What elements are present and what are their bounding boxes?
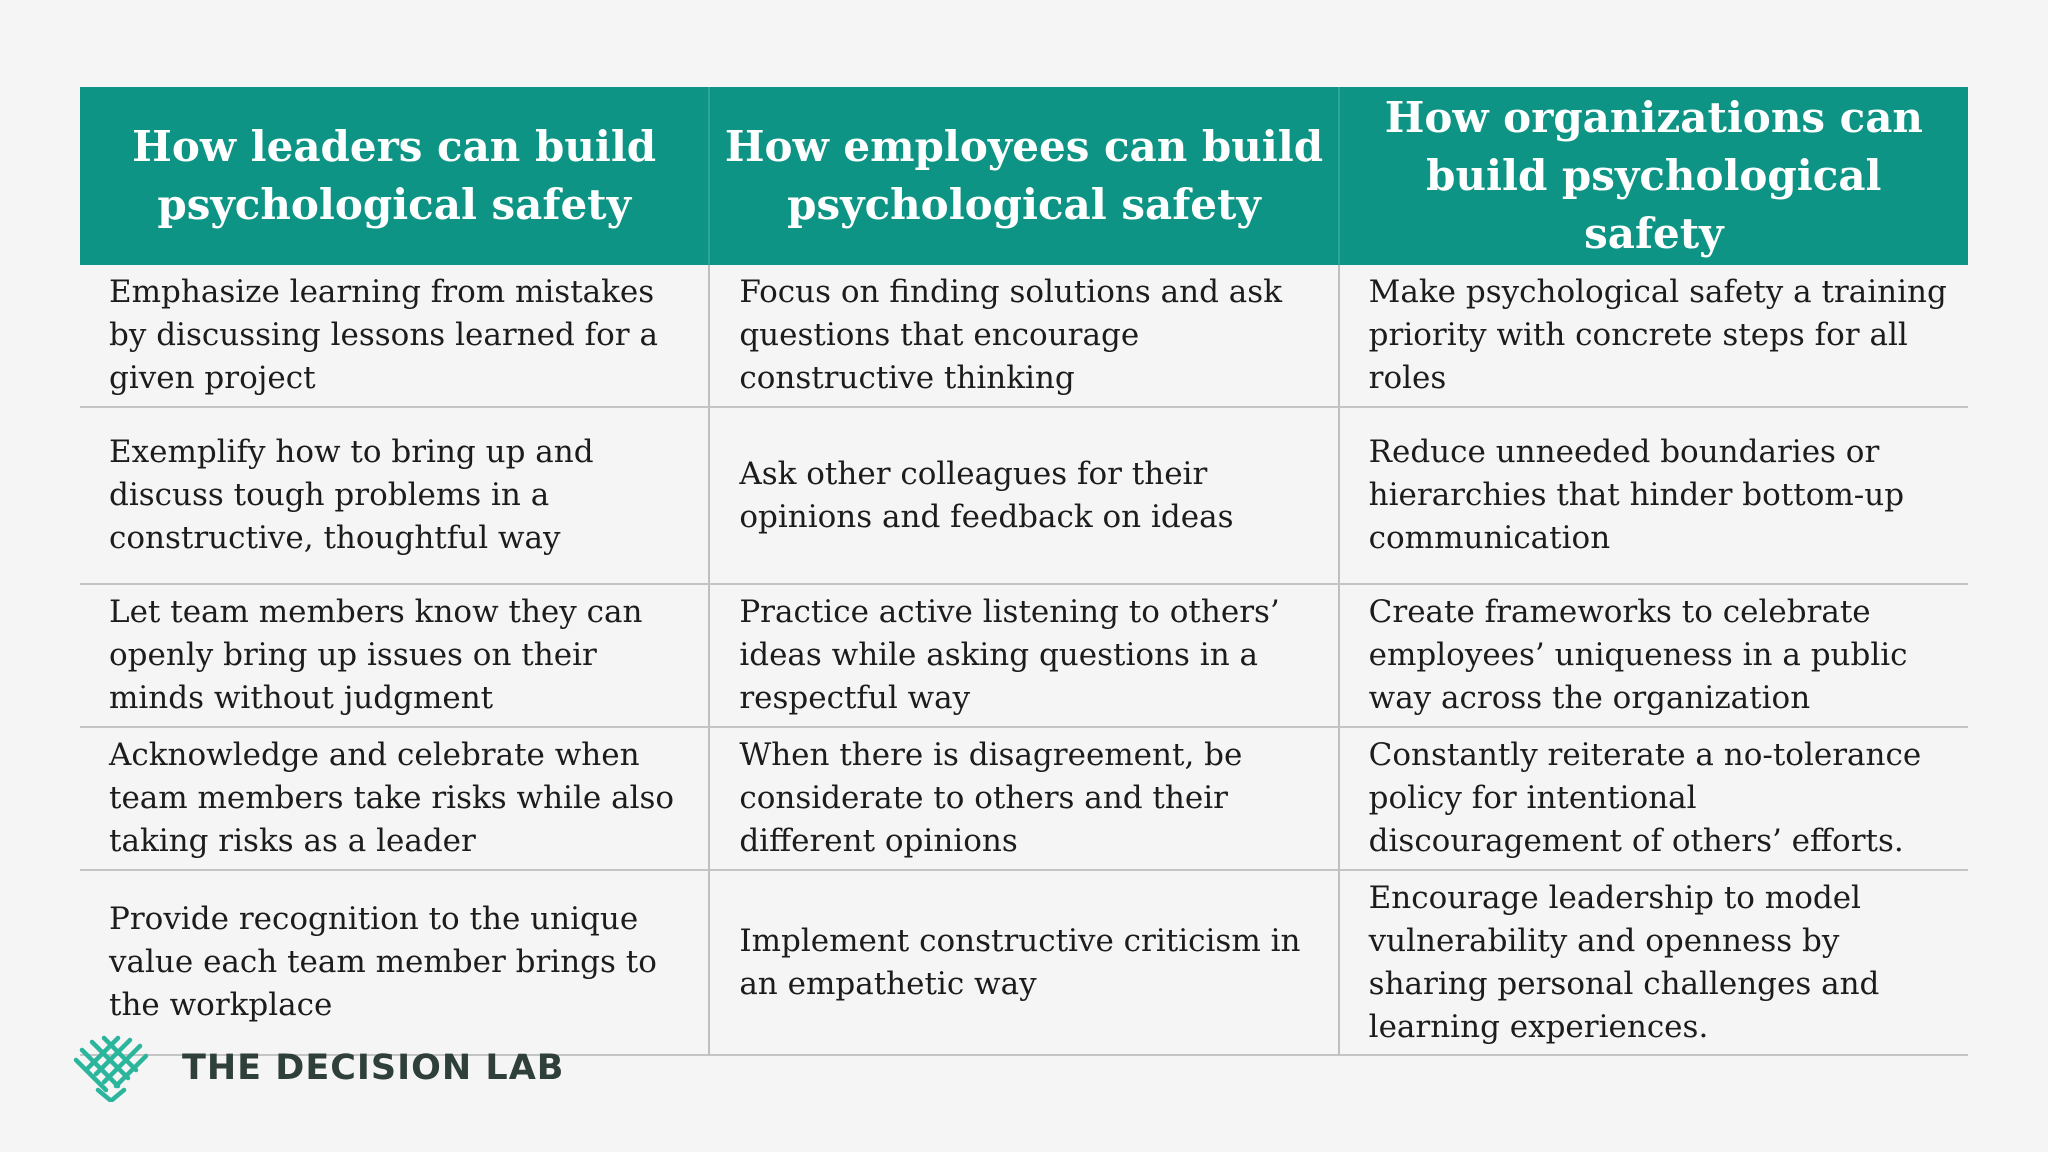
psychological-safety-table — [80, 87, 1968, 1056]
brand-footer — [70, 1034, 564, 1102]
brand-name: THE DECISION LAB — [182, 1048, 565, 1088]
header-employees: How employees can build psychological safety — [709, 87, 1338, 265]
header-organizations: How organizations can build psychological safety — [1339, 87, 1968, 265]
cell-leaders: Emphasize learning from mistakes by discussing lessons learned for a given project — [80, 265, 709, 407]
cell-leaders: Provide recognition to the unique value each team member brings to the workplace — [80, 870, 709, 1055]
cell-employees: Ask other colleagues for their opinions and feedback on ideas — [709, 407, 1338, 584]
cell-employees: Implement constructive criticism in an empathetic way — [709, 870, 1338, 1055]
table-row — [80, 870, 1968, 1055]
decision-lab-logo-icon — [70, 1034, 152, 1102]
table-row — [80, 727, 1968, 870]
cell-organizations: Constantly reiterate a no-tolerance policy for intentional discouragement of others’ efforts. — [1339, 727, 1968, 870]
cell-organizations: Encourage leadership to model vulnerability and openness by sharing personal challenges and learning experiences. — [1339, 870, 1968, 1055]
cell-organizations: Create frameworks to celebrate employees’ uniqueness in a public way across the organization — [1339, 584, 1968, 727]
cell-leaders: Acknowledge and celebrate when team members take risks while also taking risks as a leader — [80, 727, 709, 870]
cell-leaders: Exemplify how to bring up and discuss tough problems in a constructive, thoughtful way — [80, 407, 709, 584]
cell-organizations: Reduce unneeded boundaries or hierarchies that hinder bottom-up communication — [1339, 407, 1968, 584]
table-row — [80, 584, 1968, 727]
table-header-row — [80, 87, 1968, 265]
table-row — [80, 265, 1968, 407]
cell-employees: When there is disagreement, be considerate to others and their different opinions — [709, 727, 1338, 870]
cell-employees: Focus on finding solutions and ask questions that encourage constructive thinking — [709, 265, 1338, 407]
header-leaders: How leaders can build psychological safety — [80, 87, 709, 265]
cell-leaders: Let team members know they can openly bring up issues on their minds without judgment — [80, 584, 709, 727]
cell-employees: Practice active listening to others’ ideas while asking questions in a respectful way — [709, 584, 1338, 727]
table-row — [80, 407, 1968, 584]
comparison-table-container — [80, 87, 1968, 1056]
cell-organizations: Make psychological safety a training priority with concrete steps for all roles — [1339, 265, 1968, 407]
